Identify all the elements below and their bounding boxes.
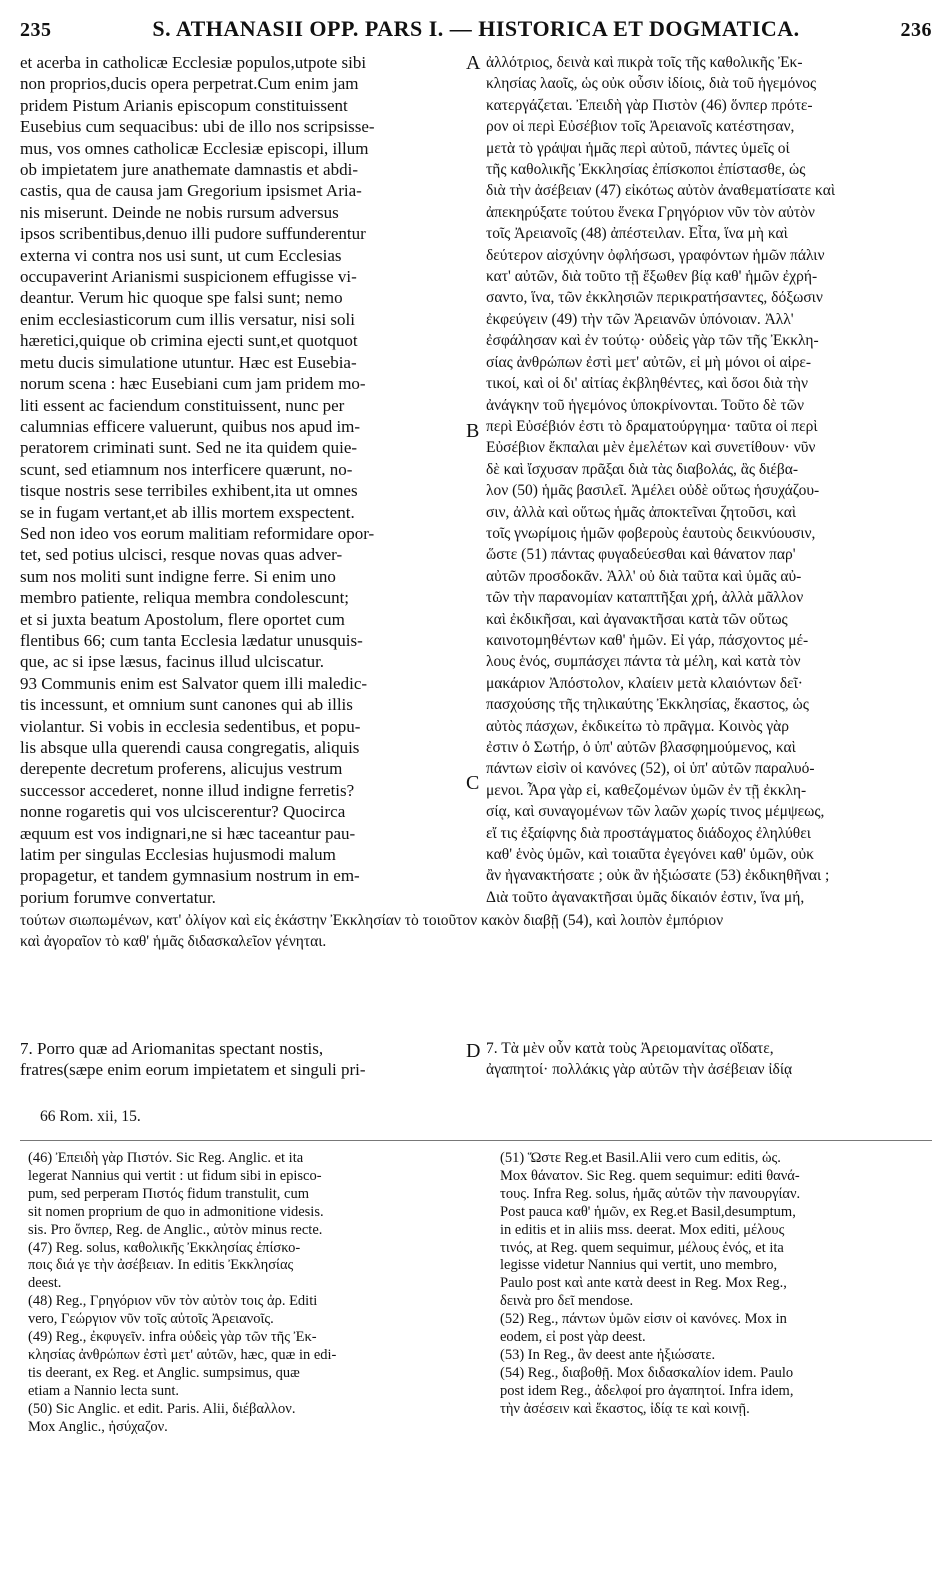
editorial-note-line: (50) Sic Anglic. et edit. Paris. Alii, διέβαλλον. bbox=[28, 1400, 296, 1417]
greek-text-line: κλησίας λαοῖς, ὡς οὐκ οὖσιν ἰδίοις, διὰ τοῦ ἡγεμόνος bbox=[486, 75, 817, 93]
latin-text-line: membro patiente, reliqua membra condolescunt; bbox=[20, 588, 350, 608]
greek-text-line: κατεργάζεται. Ἐπειδὴ γὰρ Πιστὸν (46) ὅνπερ πρότε- bbox=[486, 96, 813, 114]
editorial-note-line: τινός, at Reg. quem sequimur, μέλους ἑνός, et ita bbox=[500, 1239, 784, 1256]
latin-text-line: calumnias efficere valuerunt, quibus nos apud im- bbox=[20, 416, 361, 436]
editorial-note-line: sit nomen proprium de quo in admonitione videsis. bbox=[28, 1203, 324, 1220]
latin-text-line: æquum est vos indignari,ne si hæc taceantur pau- bbox=[20, 823, 356, 843]
latin-text-line: 93 Communis enim est Salvator quem illi maledic- bbox=[20, 673, 368, 693]
editorial-note-line: vero, Γεώργιον νῦν τοῖς αὐτοῖς Ἀρειανοῖς. bbox=[28, 1311, 274, 1328]
editorial-note-line: τὴν ἀσέσειν καὶ ἕκαστος, ἰδίᾳ τε καὶ κοινῇ. bbox=[500, 1400, 750, 1417]
margin-marker-d: D bbox=[466, 1040, 481, 1062]
latin-text-line: tet, sed potius ulcisci, resque novas quas adver- bbox=[20, 545, 343, 565]
latin-text-line: derepente decretum proferens, alicujus vestrum bbox=[20, 759, 343, 779]
greek-text-line: πάντων εἰσὶν οἱ κανόνες (52), οἱ ὑπ' αὐτῶν παραλυό- bbox=[486, 760, 815, 778]
latin-text-line: mus, vos omnes catholicæ Ecclesiæ episcopi, illum bbox=[20, 138, 369, 158]
greek-text-line: τῆς καθολικῆς Ἐκκλησίας ἐπίσκοποι ἐπίστασθε, ὡς bbox=[486, 161, 806, 179]
greek-text-line: καινοτομηθέντων καθ' ἡμῶν. Εἰ γάρ, πάσχοντος μέ- bbox=[486, 631, 809, 649]
latin-text-line: et acerba in catholicæ Ecclesiæ populos,utpote sibi bbox=[20, 53, 367, 72]
editorial-note-line: legerat Nannius qui vertit : ut fidum sibi in episco- bbox=[28, 1167, 322, 1184]
greek-text-line: λους ἑνός, συμπάσχει πάντα τὰ μέλη, καὶ κατὰ τὸν bbox=[486, 653, 801, 671]
latin-text-line: ipsos scribentibus,denuo illi pudore suffunderentur bbox=[20, 224, 366, 244]
greek-text-line: δεύτερον αἰσχύνην ὀφλήσωσι, γραφόντων ἡμῶν πάλιν bbox=[486, 246, 825, 264]
greek-column bbox=[486, 52, 932, 908]
latin-text-line: externa vi contra nos usi sunt, ut cum Ecclesias bbox=[20, 245, 342, 265]
greek-text-line: δὲ καὶ ἴσχυσαν πρᾶξαι διὰ τὰς διαβολάς, ἃς διέβα- bbox=[486, 460, 799, 478]
greek-text-line: καὶ ἀγοραῖον τὸ καθ' ἡμᾶς διδασκαλεῖον γένηται. bbox=[20, 933, 327, 951]
editorial-note-line: (54) Reg., διαβοθῇ. Mox διδασκαλίον idem. Paulo bbox=[500, 1364, 794, 1381]
editorial-note-line: (51) Ὥστε Reg.et Basil.Alii vero cum editis, ὡς. bbox=[500, 1150, 781, 1166]
latin-text-line: enim ecclesiasticorum cum illis versatur, nisi soli bbox=[20, 309, 355, 329]
latin-text-line: porium forumve convertatur. bbox=[20, 887, 216, 907]
greek-text-line: Εὐσέβιον ἔκπαλαι μὲν ἐμελέτων καὶ συνετίθουν· νῦν bbox=[486, 439, 816, 457]
latin-text-line: pridem Pistum Arianis episcopum constituissent bbox=[20, 95, 348, 115]
greek-text-line: κατ' αὐτῶν, διὰ τοῦτο τῇ ἔξωθεν βίᾳ καθ' ἡμῶν ἐχρή- bbox=[486, 268, 818, 286]
greek-text-line: ἀπεκηρύξατε τούτου ἕνεκα Γρηγόριον νῦν τὸν αὐτὸν bbox=[486, 203, 815, 221]
editorial-note-line: deest. bbox=[28, 1275, 62, 1292]
greek-text-line: Διὰ τοῦτο ἀγανακτῆσαι ὑμᾶς δίκαιόν ἐστιν, ἵνα μή, bbox=[486, 888, 805, 906]
greek-text-line: περὶ Εὐσέβιόν ἐστι τὸ δραματούργημα· ταῦτα οἱ περὶ bbox=[486, 417, 818, 435]
greek-text-line: 7. Τὰ μὲν οὖν κατὰ τοὺς Ἀρειομανίτας οἴδατε, bbox=[486, 1040, 774, 1057]
greek-text-line: ἀνάγκην τοῦ ἡγεμόνος ὑποκρίνονται. Τοῦτο δὲ τῶν bbox=[486, 396, 804, 414]
editorial-note-line: in editis et in aliis mss. deerat. Mox editi, μέλους bbox=[500, 1221, 785, 1238]
section-7-greek bbox=[486, 1038, 932, 1081]
margin-marker-b: B bbox=[466, 420, 480, 442]
greek-text-line: ἐσφάλησαν καὶ ἐν τούτῳ· οὐδεὶς γὰρ τῶν τῆς Ἐκκλη- bbox=[486, 332, 819, 350]
editorial-note-line: κλησίας ἀνθρώπων ἐστὶ μετ' αὐτῶν, hæc, quæ in edi- bbox=[28, 1346, 337, 1363]
editorial-note-line: Post pauca καθ' ἡμῶν, ex Reg.et Basil,desumptum, bbox=[500, 1203, 796, 1220]
greek-text-line: ἐκφεύγειν (49) τὴν τῶν Ἀρειανῶν ὑπόνοιαν. Ἀλλ' bbox=[486, 310, 794, 328]
latin-text-line: tisque nostris sese terribiles exhibent,ita ut omnes bbox=[20, 481, 358, 501]
latin-text-line: nonne rogaretis qui vos ulciscerentur? Quocirca bbox=[20, 802, 346, 822]
latin-text-line: peratorem criminati sunt. Sed ne ita quidem quie- bbox=[20, 438, 358, 458]
latin-text-line: liti essent ac faciendum constituissent, nunc per bbox=[20, 395, 345, 415]
latin-text-line: lis absque ulla querendi causa congregatis, aliquis bbox=[20, 738, 360, 757]
greek-text-line: μετὰ τὸ γράψαι ἡμᾶς περὶ αὐτοῦ, πάντες ὑμεῖς οἱ bbox=[486, 139, 790, 157]
latin-text-line: fratres(sæpe enim eorum impietatem et singuli pri- bbox=[20, 1060, 366, 1080]
latin-text-line: propagetur, et tandem gymnasium nostrum in em- bbox=[20, 866, 360, 886]
editorial-note-line: sis. Pro ὅνπερ, Reg. de Anglic., αὐτὸν minus recte. bbox=[28, 1221, 323, 1238]
editorial-notes-left bbox=[28, 1150, 468, 1437]
greek-text-line: τῶν τὴν παρανομίαν καταπτῆξαι χρή, ἀλλὰ μᾶλλον bbox=[486, 589, 804, 607]
margin-marker-a: A bbox=[466, 52, 481, 74]
greek-text-line: αὐτῶν προσδοκᾶν. Ἀλλ' οὐ διὰ ταῦτα καὶ ὑμᾶς αὐ- bbox=[486, 567, 802, 585]
latin-text-line: successor accederet, nonne illud indigne ferretis? bbox=[20, 780, 355, 800]
latin-text-line: castis, qua de causa jam Gregorium ipsismet Aria- bbox=[20, 181, 362, 201]
latin-text-line: que, ac si ipse læsus, facinus illud ulciscatur. bbox=[20, 652, 325, 672]
editorial-note-line: τους. Infra Reg. solus, ἡμᾶς αὐτῶν τὴν πανουργίαν. bbox=[500, 1185, 801, 1202]
editorial-note-line: etiam a Nannio lecta sunt. bbox=[28, 1382, 179, 1399]
section-7-latin bbox=[20, 1038, 466, 1081]
latin-text-line: Sed non ideo vos eorum malitiam reformidare opor- bbox=[20, 523, 375, 543]
latin-text-line: non proprios,ducis opera perpetrat.Cum enim jam bbox=[20, 74, 359, 94]
greek-text-line: αὐτὸς πάσχων, ἐκδικείτω τὸ πρᾶγμα. Κοινὸς γὰρ bbox=[486, 717, 789, 735]
greek-text-line: τοῖς γνωρίμοις ἡμῶν φοβεροὺς ἑαυτοὺς δεικνύουσιν, bbox=[486, 524, 816, 542]
greek-text-line: ὥστε (51) πάντας φυγαδεύεσθαι καὶ θάνατον παρ' bbox=[486, 546, 796, 564]
greek-text-line: καὶ ἐκδικῆσαι, καὶ ἀγανακτῆσαι κατὰ τῶν οὕτως bbox=[486, 610, 788, 628]
greek-text-line: ἐστιν ὁ Σωτήρ, ὁ ὑπ' αὐτῶν βλασφημούμενος, καὶ bbox=[486, 739, 796, 756]
greek-text-line: πασχούσης τῆς τηλικαύτης Ἐκκλησίας, ἕκαστος, ὡς bbox=[486, 696, 809, 714]
latin-text-line: sum nos moliti sunt indigne ferre. Si enim uno bbox=[20, 566, 336, 586]
greek-text-line: μακάριον Ἀπόστολον, κλαίειν μετὰ κλαιόντων δεῖ· bbox=[486, 674, 803, 692]
editorial-note-line: ποις διά γε τὴν ἀσέβειαν. In editis Ἐκκλησίας bbox=[28, 1257, 294, 1274]
editorial-note-line: pum, sed perperam Πιστός fidum transtulit, cum bbox=[28, 1185, 310, 1202]
latin-text-line: se in fugam vertant,et ab illis mortem exspectent. bbox=[20, 502, 355, 522]
editorial-note-line: legisse videtur Nannius qui vertit, uno membro, bbox=[500, 1257, 778, 1274]
greek-text-line: σιν, ἀλλὰ καὶ οὕτως ἡμᾶς ἀποκτεῖναι ζητοῦσι, καὶ bbox=[486, 503, 797, 521]
greek-text-line: καθ' ἑνὸς ὑμῶν, καὶ τοιαῦτα ἐγεγόνει καθ' ὑμῶν, οὐκ bbox=[486, 846, 814, 864]
latin-text-line: et si juxta beatum Apostolum, flere oportet cum bbox=[20, 609, 345, 629]
latin-text-line: 7. Porro quæ ad Ariomanitas spectant nostis, bbox=[20, 1039, 324, 1058]
latin-text-line: violantur. Si vobis in ecclesia sedentibus, et popu- bbox=[20, 716, 361, 736]
greek-text-line: τικοί, καὶ οἱ δι' αἰτίας ἐκβληθέντες, καὶ ὅσοι διὰ τὴν bbox=[486, 375, 808, 393]
latin-text-line: tis incessunt, et omnium sunt canones qui ab illis bbox=[20, 695, 353, 715]
editorial-note-line: post idem Reg., ἀδελφοί pro ἀγαπητοί. Infra idem, bbox=[500, 1382, 794, 1399]
latin-text-line: ob impietatem jure anathemate damnastis et abdi- bbox=[20, 160, 358, 180]
greek-text-line: διὰ τὴν ἀσέβειαν (47) εἰκότως αὐτὸν ἀναθεματίσατε καὶ bbox=[486, 182, 836, 200]
running-title: S. ATHANASII OPP. PARS I. — HISTORICA ET DOGMATICA. bbox=[152, 16, 800, 41]
editorial-note-line: Paulo post καὶ ante κατὰ deest in Reg. Mox Reg., bbox=[500, 1275, 787, 1292]
greek-full-width-text bbox=[20, 910, 932, 953]
latin-text-line: metu ducis simulatione utuntur. Hæc est Eusebia- bbox=[20, 352, 357, 372]
greek-text-line: ἀγαπητοί· πολλάκις γὰρ αὐτῶν τὴν ἀσέβειαν ἰδίᾳ bbox=[486, 1061, 793, 1079]
latin-text-line: occupaverint Arianismi suspicionem effugisse vi- bbox=[20, 267, 357, 287]
editorial-note-line: (46) Ἐπειδὴ γὰρ Πιστόν. Sic Reg. Anglic. et ita bbox=[28, 1150, 304, 1166]
editorial-notes-right bbox=[500, 1150, 932, 1419]
page-header bbox=[20, 16, 932, 42]
greek-text-line: μενοι. Ἆρα γὰρ εἰ, καθεζομένων ὑμῶν ἐν τῇ ἐκκλη- bbox=[486, 781, 807, 799]
page-number-right: 236 bbox=[900, 19, 932, 41]
page-number-left: 235 bbox=[20, 19, 52, 41]
editorial-note-line: tis deerant, ex Reg. et Anglic. sumpsimus, quæ bbox=[28, 1364, 300, 1381]
editorial-note-line: Mox Anglic., ἡσύχαζον. bbox=[28, 1418, 168, 1435]
greek-text-line: τοῖς Ἀρειανοῖς (48) ἀπέστειλαν. Εἶτα, ἵνα μὴ καὶ bbox=[486, 225, 788, 243]
latin-text-line: scunt, sed etiamnum nos interficere quærunt, no- bbox=[20, 459, 353, 479]
editorial-note-line: Mox θάνατον. Sic Reg. quem sequimur: editi θανά- bbox=[500, 1167, 800, 1184]
latin-column bbox=[20, 52, 466, 908]
scripture-footnote: 66 Rom. xii, 15. bbox=[40, 1108, 141, 1125]
latin-text-line: flentibus 66; cum tanta Ecclesia lædatur unusquis- bbox=[20, 630, 363, 650]
editorial-note-line: (52) Reg., πάντων ὑμῶν εἰσιν οἱ κανόνες. Mox in bbox=[500, 1311, 787, 1328]
editorial-note-line: δεινὰ pro δεῖ mendose. bbox=[500, 1293, 634, 1310]
editorial-note-line: (47) Reg. solus, καθολικῆς Ἐκκλησίας ἐπίσκο- bbox=[28, 1239, 301, 1256]
latin-text-line: latim per singulas Ecclesias hujusmodi malum bbox=[20, 845, 336, 865]
greek-text-line: λον (50) ἡμᾶς βασιλεῖ. Ἀμέλει οὐδὲ οὕτως ἡσυχάζου- bbox=[486, 482, 820, 500]
greek-text-line: σίᾳ, καὶ συναγομένων τῶν λαῶν χωρίς τινος μέμψεως, bbox=[486, 803, 825, 821]
editorial-note-line: (48) Reg., Γρηγόριον νῦν τὸν αὐτὸν τοις ἀρ. Editi bbox=[28, 1293, 318, 1310]
greek-text-line: ἂν ἠγανακτήσατε ; οὐκ ἂν ἠξιώσατε (53) ἐκδικηθῆναι ; bbox=[486, 867, 830, 885]
editorial-note-line: (49) Reg., ἐκφυγεῖν. infra οὐδεὶς γὰρ τῶν τῆς Ἐκ- bbox=[28, 1329, 317, 1346]
footnote-divider bbox=[20, 1140, 932, 1141]
greek-text-line: τούτων σιωπωμένων, κατ' ὀλίγον καὶ εἰς ἑκάστην Ἐκκλησίαν τὸ τοιοῦτον κακὸν διαβῇ (54), καὶ λοιπὸν ἐμπόριον bbox=[20, 912, 724, 929]
latin-text-line: norum scena : hæc Eusebiani cum jam pridem mo- bbox=[20, 374, 366, 394]
latin-text-line: hæretici,quique ob crimina ejecti sunt,et quotquot bbox=[20, 331, 358, 351]
greek-text-line: ἀλλότριος, δεινὰ καὶ πικρὰ τοῖς τῆς καθολικῆς Ἐκ- bbox=[486, 54, 803, 71]
editorial-note-line: (53) In Reg., ἂν deest ante ἠξιώσατε. bbox=[500, 1346, 716, 1363]
greek-text-line: εἴ τις ἐξαίφνης διὰ προστάγματος διάδοχος ἐληλύθει bbox=[486, 824, 811, 842]
latin-text-line: nis miserunt. Deinde ne nobis rursum adversus bbox=[20, 202, 339, 222]
greek-text-line: σίας ἀνθρώπων ἐστὶ μετ' αὐτῶν, εἰ μὴ μόνοι οἱ αἱρε- bbox=[486, 353, 812, 371]
latin-text-line: deantur. Verum hic quoque spe falsi sunt; nemo bbox=[20, 288, 343, 308]
greek-text-line: σαντο, ἵνα, τῶν ἐκκλησιῶν περικρατήσαντες, δόξωσιν bbox=[486, 289, 823, 307]
greek-text-line: ρον οἱ περὶ Εὐσέβιον τοῖς Ἀρειανοῖς κατέστησαν, bbox=[486, 118, 795, 136]
margin-marker-c: C bbox=[466, 772, 480, 794]
latin-text-line: Eusebius cum sequacibus: ubi de illo nos scripsisse- bbox=[20, 117, 375, 137]
editorial-note-line: eodem, εἰ post γὰρ deest. bbox=[500, 1329, 646, 1346]
